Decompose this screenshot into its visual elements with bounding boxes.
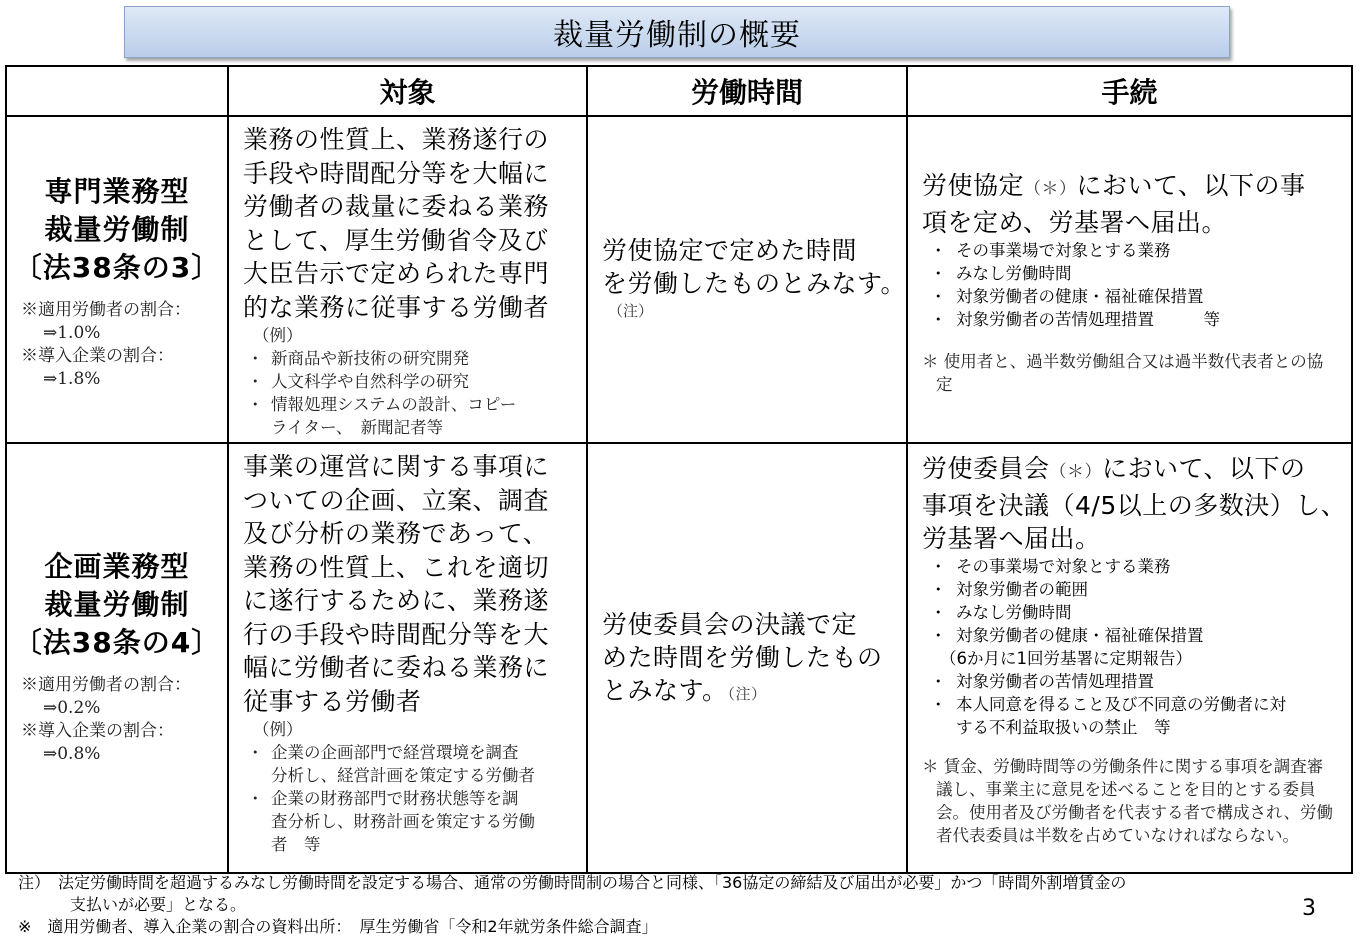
target-description: 事業の運営に関する事項に ついての企画、立案、調査 及び分析の業務であって、 業務の性質上、これを適切 に遂行するために、業務遂 行の手段や時間配分等を大 幅に労働者に委ねる業務に 従事する労働者 bbox=[243, 452, 550, 716]
note-marker: （注） bbox=[608, 302, 654, 320]
target-description: 業務の性質上、業務遂行の 手段や時間配分等を大幅に 労働者の裁量に委ねる業務 として、厚生労働省令及び 大臣告示で定められた専門 的な業務に従事する労働者 bbox=[243, 125, 550, 322]
list-item: ・ 対象労働者の健康・福祉確保措置 bbox=[930, 624, 1351, 647]
system-name-cell bbox=[6, 443, 228, 873]
system-name: 専門業務型 裁量労働制 〔法38条の3〕 bbox=[13, 175, 221, 284]
example-heading: （例） bbox=[253, 326, 303, 345]
list-item: ・ 人文科学や自然科学の研究 bbox=[247, 370, 586, 393]
list-item: ・ 新商品や新技術の研究開発 bbox=[247, 347, 586, 370]
footnotes bbox=[18, 872, 1318, 938]
table-header-row bbox=[6, 66, 1352, 116]
example-list bbox=[229, 347, 586, 439]
procedure-items bbox=[908, 239, 1351, 331]
list-item: ・ みなし労働時間 bbox=[930, 262, 1351, 285]
list-item: ・ 対象労働者の健康・福祉確保措置 bbox=[930, 285, 1351, 308]
page-number: 3 bbox=[1302, 896, 1316, 921]
list-item: ・ 本人同意を得ること及び不同意の労働者に対 する不利益取扱いの禁止 等 bbox=[930, 693, 1351, 739]
table-row-professional bbox=[6, 116, 1352, 443]
header-procedure: 手続 bbox=[907, 66, 1352, 116]
working-hours-cell bbox=[587, 443, 907, 873]
page-title: 裁量労働制の概要 bbox=[124, 6, 1230, 58]
header-target: 対象 bbox=[228, 66, 587, 116]
header-working-hours: 労働時間 bbox=[587, 66, 907, 116]
procedure-items bbox=[908, 555, 1351, 739]
footnote-2: ※ 適用労働者、導入企業の割合の資料出所： 厚生労働省「令和2年就労条件総合調査」 bbox=[18, 917, 658, 936]
procedure-main: 労使協定（＊）において、以下の事 項を定め、労基署へ届出。 bbox=[922, 171, 1306, 237]
procedure-cell bbox=[907, 443, 1352, 873]
ratio-info: ※適用労働者の割合： ⇒1.0% ※導入企業の割合： ⇒1.8% bbox=[21, 300, 191, 389]
list-item: ・ 企業の財務部門で財務状態等を調 査分析し、財務計画を策定する労働 者 等 bbox=[247, 787, 586, 856]
list-item: ・ 対象労働者の苦情処理措置 等 bbox=[930, 308, 1351, 331]
target-cell bbox=[228, 116, 587, 443]
system-name: 企画業務型 裁量労働制 〔法38条の4〕 bbox=[13, 550, 221, 659]
example-heading: （例） bbox=[253, 720, 303, 739]
procedure-footnote: ＊ 使用者と、過半数労働組合又は過半数代表者との協定 bbox=[922, 352, 1324, 394]
list-item: ・ その事業場で対象とする業務 bbox=[930, 555, 1351, 578]
list-item: ・ 対象労働者の苦情処理措置 bbox=[930, 670, 1351, 693]
procedure-main: 労使委員会（＊）において、以下の 事項を決議（4/5以上の多数決）し、 労基署へ届出。 bbox=[922, 454, 1347, 553]
example-list bbox=[229, 741, 586, 856]
list-item: ・ 企業の企画部門で経営環境を調査 分析し、経営計画を策定する労働者 bbox=[247, 741, 586, 787]
note-marker: （注） bbox=[727, 685, 767, 703]
ratio-info: ※適用労働者の割合： ⇒0.2% ※導入企業の割合： ⇒0.8% bbox=[21, 675, 191, 764]
table-row-planning bbox=[6, 443, 1352, 873]
list-item: ・ その事業場で対象とする業務 bbox=[930, 239, 1351, 262]
working-hours-text: 労使委員会の決議で定 めた時間を労働したもの とみなす。（注） bbox=[602, 610, 883, 705]
system-name-cell bbox=[6, 116, 228, 443]
list-item: ・ みなし労働時間 bbox=[930, 601, 1351, 624]
footnote-1: 注） 法定労働時間を超過するみなし労働時間を設定する場合、通常の労働時間制の場合と同様、「36協定の締結及び届出が必要」かつ「時間外割増賃金の bbox=[18, 873, 1127, 892]
list-item: ・ 情報処理システムの設計、コピー ライター、 新聞記者等 bbox=[247, 393, 586, 439]
overview-table bbox=[5, 65, 1353, 874]
footnote-1-continued: 支払いが必要」となる。 bbox=[70, 895, 247, 914]
working-hours-cell bbox=[587, 116, 907, 443]
procedure-cell bbox=[907, 116, 1352, 443]
list-item: ・ 対象労働者の範囲 bbox=[930, 578, 1351, 601]
header-empty bbox=[6, 66, 228, 116]
procedure-footnote: ＊ 賃金、労働時間等の労働条件に関する事項を調査審議し、事業主に意見を述べることを目的とする委員会。使用者及び労働者を代表する者で構成され、労働者代表委員は半数を占めていなければならない。 bbox=[922, 757, 1333, 845]
list-item-subnote: （6か月に1回労基署に定期報告） bbox=[940, 649, 1192, 668]
working-hours-text: 労使協定で定めた時間 を労働したものとみなす。 bbox=[602, 236, 907, 298]
target-cell bbox=[228, 443, 587, 873]
